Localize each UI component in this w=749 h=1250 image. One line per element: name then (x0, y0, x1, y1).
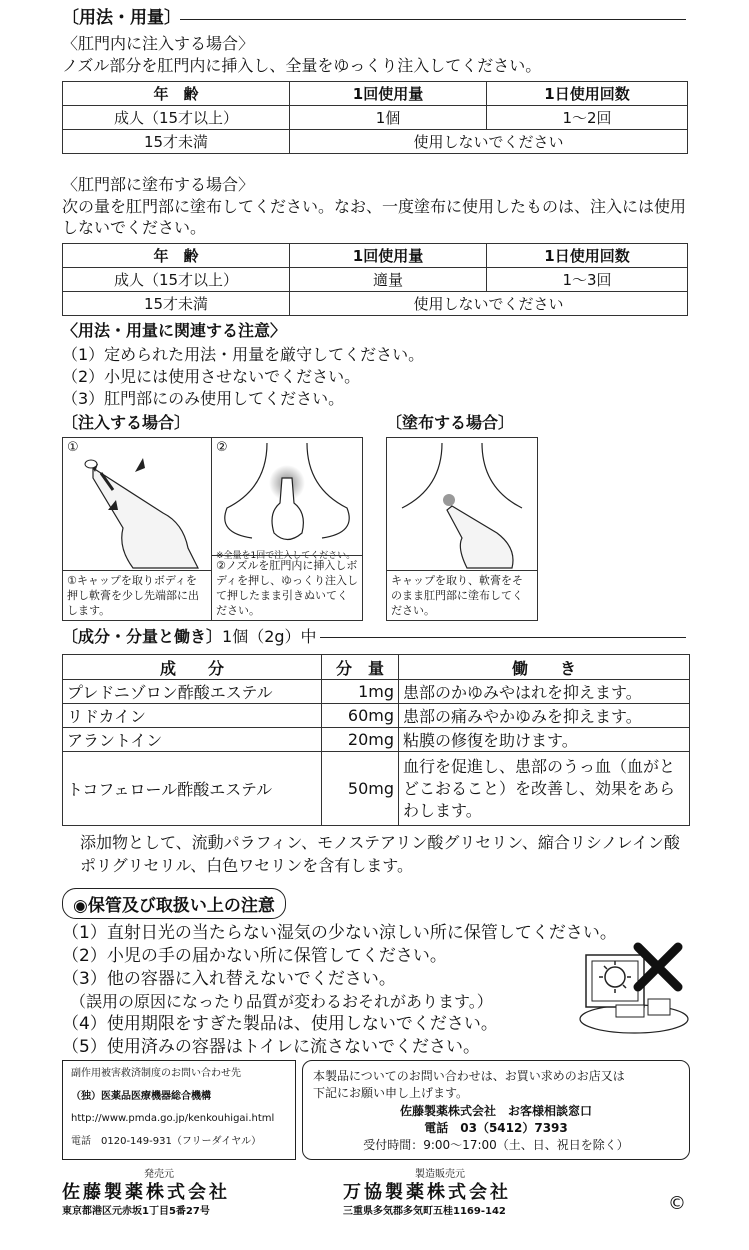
cell-amount: 50mg (322, 752, 399, 826)
maker-name: 万協製薬株式会社 (343, 1182, 511, 1203)
contact-line1: 本製品についてのお問い合わせは、お買い求めのお店又は (313, 1069, 625, 1083)
col-effect: 働 き (399, 655, 690, 680)
usage-title: 〔用法・用量〕 (62, 8, 181, 28)
col-dose: 1回使用量 (290, 82, 487, 106)
contact-phone: 電話 03（5412）7393 (424, 1121, 568, 1135)
panel-caption: キャップを取り、軟膏をそのまま肛門部に塗布してください。 (387, 570, 537, 620)
cell-effect: 患部のかゆみやはれを抑えます。 (399, 680, 690, 704)
hand-tube-illustration (63, 438, 211, 570)
caution-1: （1）定められた用法・用量を厳守してください。 (62, 345, 425, 364)
additives-text: 添加物として、流動パラフィン、モノステアリン酸グリセリン、縮合リシノレイン酸ポリグリセリル、白色ワセリンを含有します。 (80, 833, 680, 875)
seller-label: 発売元 (144, 1169, 174, 1180)
sunlight-warning-icon (578, 937, 690, 1037)
inject-text: ノズル部分を肛門内に挿入し、全量をゆっくり注入してください。 (62, 56, 542, 75)
cell-name: プレドニゾロン酢酸エステル (63, 680, 322, 704)
table-row (63, 680, 690, 704)
table-row (63, 130, 688, 154)
storage-item: （4）使用期限をすぎた製品は、使用しないでください。 (62, 1014, 498, 1034)
ingredients-title-text: 〔成分・分量と働き〕 (62, 627, 223, 646)
panel-cap-remove (62, 437, 212, 621)
relief-box (62, 1060, 296, 1160)
storage-item: （1）直射日光の当たらない湿気の少ない涼しい所に保管してください。 (62, 923, 617, 943)
storage-item: （5）使用済みの容器はトイレに流さないでください。 (62, 1037, 480, 1057)
storage-title: ◉保管及び取扱い上の注意 (62, 888, 286, 919)
contact-hours: 受付時間：9:00〜17:00（土、日、祝日を除く） (363, 1138, 629, 1152)
cell-effect: 患部の痛みやかゆみを抑えます。 (399, 704, 690, 728)
inject-heading: 〈肛門内に注入する場合〉 (62, 34, 255, 53)
caution-2: （2）小児には使用させないでください。 (62, 367, 361, 386)
ingredients-title (62, 627, 317, 647)
table-row (63, 728, 690, 752)
contact-company: 佐藤製薬株式会社 お客様相談窓口 (399, 1104, 592, 1118)
col-dose: 1回使用量 (290, 244, 487, 268)
seller-name: 佐藤製薬株式会社 (62, 1182, 230, 1203)
col-amount: 分 量 (322, 655, 399, 680)
cell-times: 1〜3回 (487, 268, 688, 292)
cell-name: トコフェロール酢酸エステル (63, 752, 322, 826)
panel-note: ※全量を1回で注入してください。 (216, 551, 356, 561)
seller-address: 東京都港区元赤坂1丁目5番27号 (62, 1206, 210, 1217)
cell-amount: 1mg (322, 680, 399, 704)
col-age: 年 齢 (63, 82, 290, 106)
cell-amount: 20mg (322, 728, 399, 752)
storage-item: （3）他の容器に入れ替えないでください。 (62, 969, 396, 989)
ingredients-subtitle: 1個（2g）中 (222, 627, 317, 646)
storage-item: （2）小児の手の届かない所に保管してください。 (62, 946, 447, 966)
panel-inject (211, 437, 363, 621)
cell-not-use: 使用しないでください (290, 130, 688, 154)
apply-illustration-title: 〔塗布する場合〕 (386, 413, 515, 432)
panel-caption: ②ノズルを肛門内に挿入しボディを押し、ゆっくり注入して押したまま引きぬいてください。 (212, 555, 362, 620)
cell-age: 成人（15才以上） (63, 268, 290, 292)
copyright-mark: © (668, 1193, 686, 1214)
caution-3: （3）肛門部にのみ使用してください。 (62, 389, 345, 408)
cautions-title: 〈用法・用量に関連する注意〉 (62, 321, 287, 340)
col-times: 1日使用回数 (487, 244, 688, 268)
panel-caption: ①キャップを取りボディを押し軟膏を少し先端部に出します。 (63, 570, 211, 620)
contact-line2: 下記にお願い申し上げます。 (313, 1086, 469, 1100)
table-row (63, 704, 690, 728)
title-divider (180, 19, 686, 20)
maker-address: 三重県多気郡多気町五桂1169-142 (343, 1206, 506, 1217)
col-age: 年 齢 (63, 244, 290, 268)
storage-item: （誤用の原因になったり品質が変わるおそれがあります。） (62, 992, 493, 1011)
cell-name: アラントイン (63, 728, 322, 752)
cell-dose: 1個 (290, 106, 487, 130)
cell-effect: 血行を促進し、患部のうっ血（血がとどこおること）を改善し、効果をあらわします。 (399, 752, 690, 826)
panel-apply (386, 437, 538, 621)
table-row (63, 268, 688, 292)
title-divider (320, 637, 686, 638)
col-ingredient: 成 分 (63, 655, 322, 680)
cell-age: 成人（15才以上） (63, 106, 290, 130)
cell-times: 1〜2回 (487, 106, 688, 130)
apply-dose-table (62, 243, 688, 316)
cell-amount: 60mg (322, 704, 399, 728)
panel-number: ① (67, 440, 79, 455)
apply-heading: 〈肛門部に塗布する場合〉 (62, 175, 255, 194)
table-row (63, 752, 690, 826)
col-times: 1日使用回数 (487, 82, 688, 106)
relief-phone: 電話 0120-149-931（フリーダイヤル） (71, 1136, 262, 1147)
cell-name: リドカイン (63, 704, 322, 728)
contact-box (302, 1060, 690, 1160)
anus-inject-illustration (212, 438, 362, 550)
relief-url[interactable]: http://www.pmda.go.jp/kenkouhigai.html (71, 1113, 275, 1124)
cell-effect: 粘膜の修復を助けます。 (399, 728, 690, 752)
table-row (63, 106, 688, 130)
panel-number: ② (216, 440, 228, 455)
maker-label: 製造販売元 (415, 1169, 465, 1180)
table-row (63, 292, 688, 316)
cell-not-use: 使用しないでください (290, 292, 688, 316)
cell-dose: 適量 (290, 268, 487, 292)
apply-illustration (387, 438, 537, 570)
cell-age: 15才未満 (63, 130, 290, 154)
inject-illustration-title: 〔注入する場合〕 (62, 413, 191, 432)
apply-text: 次の量を肛門部に塗布してください。なお、一度塗布に使用したものは、注入には使用しないでください。 (62, 197, 687, 237)
inject-dose-table (62, 81, 688, 154)
cell-age: 15才未満 (63, 292, 290, 316)
relief-org: （独）医薬品医療機器総合機構 (71, 1091, 211, 1102)
relief-title: 副作用被害救済制度のお問い合わせ先 (71, 1068, 241, 1079)
ingredients-table (62, 654, 690, 826)
